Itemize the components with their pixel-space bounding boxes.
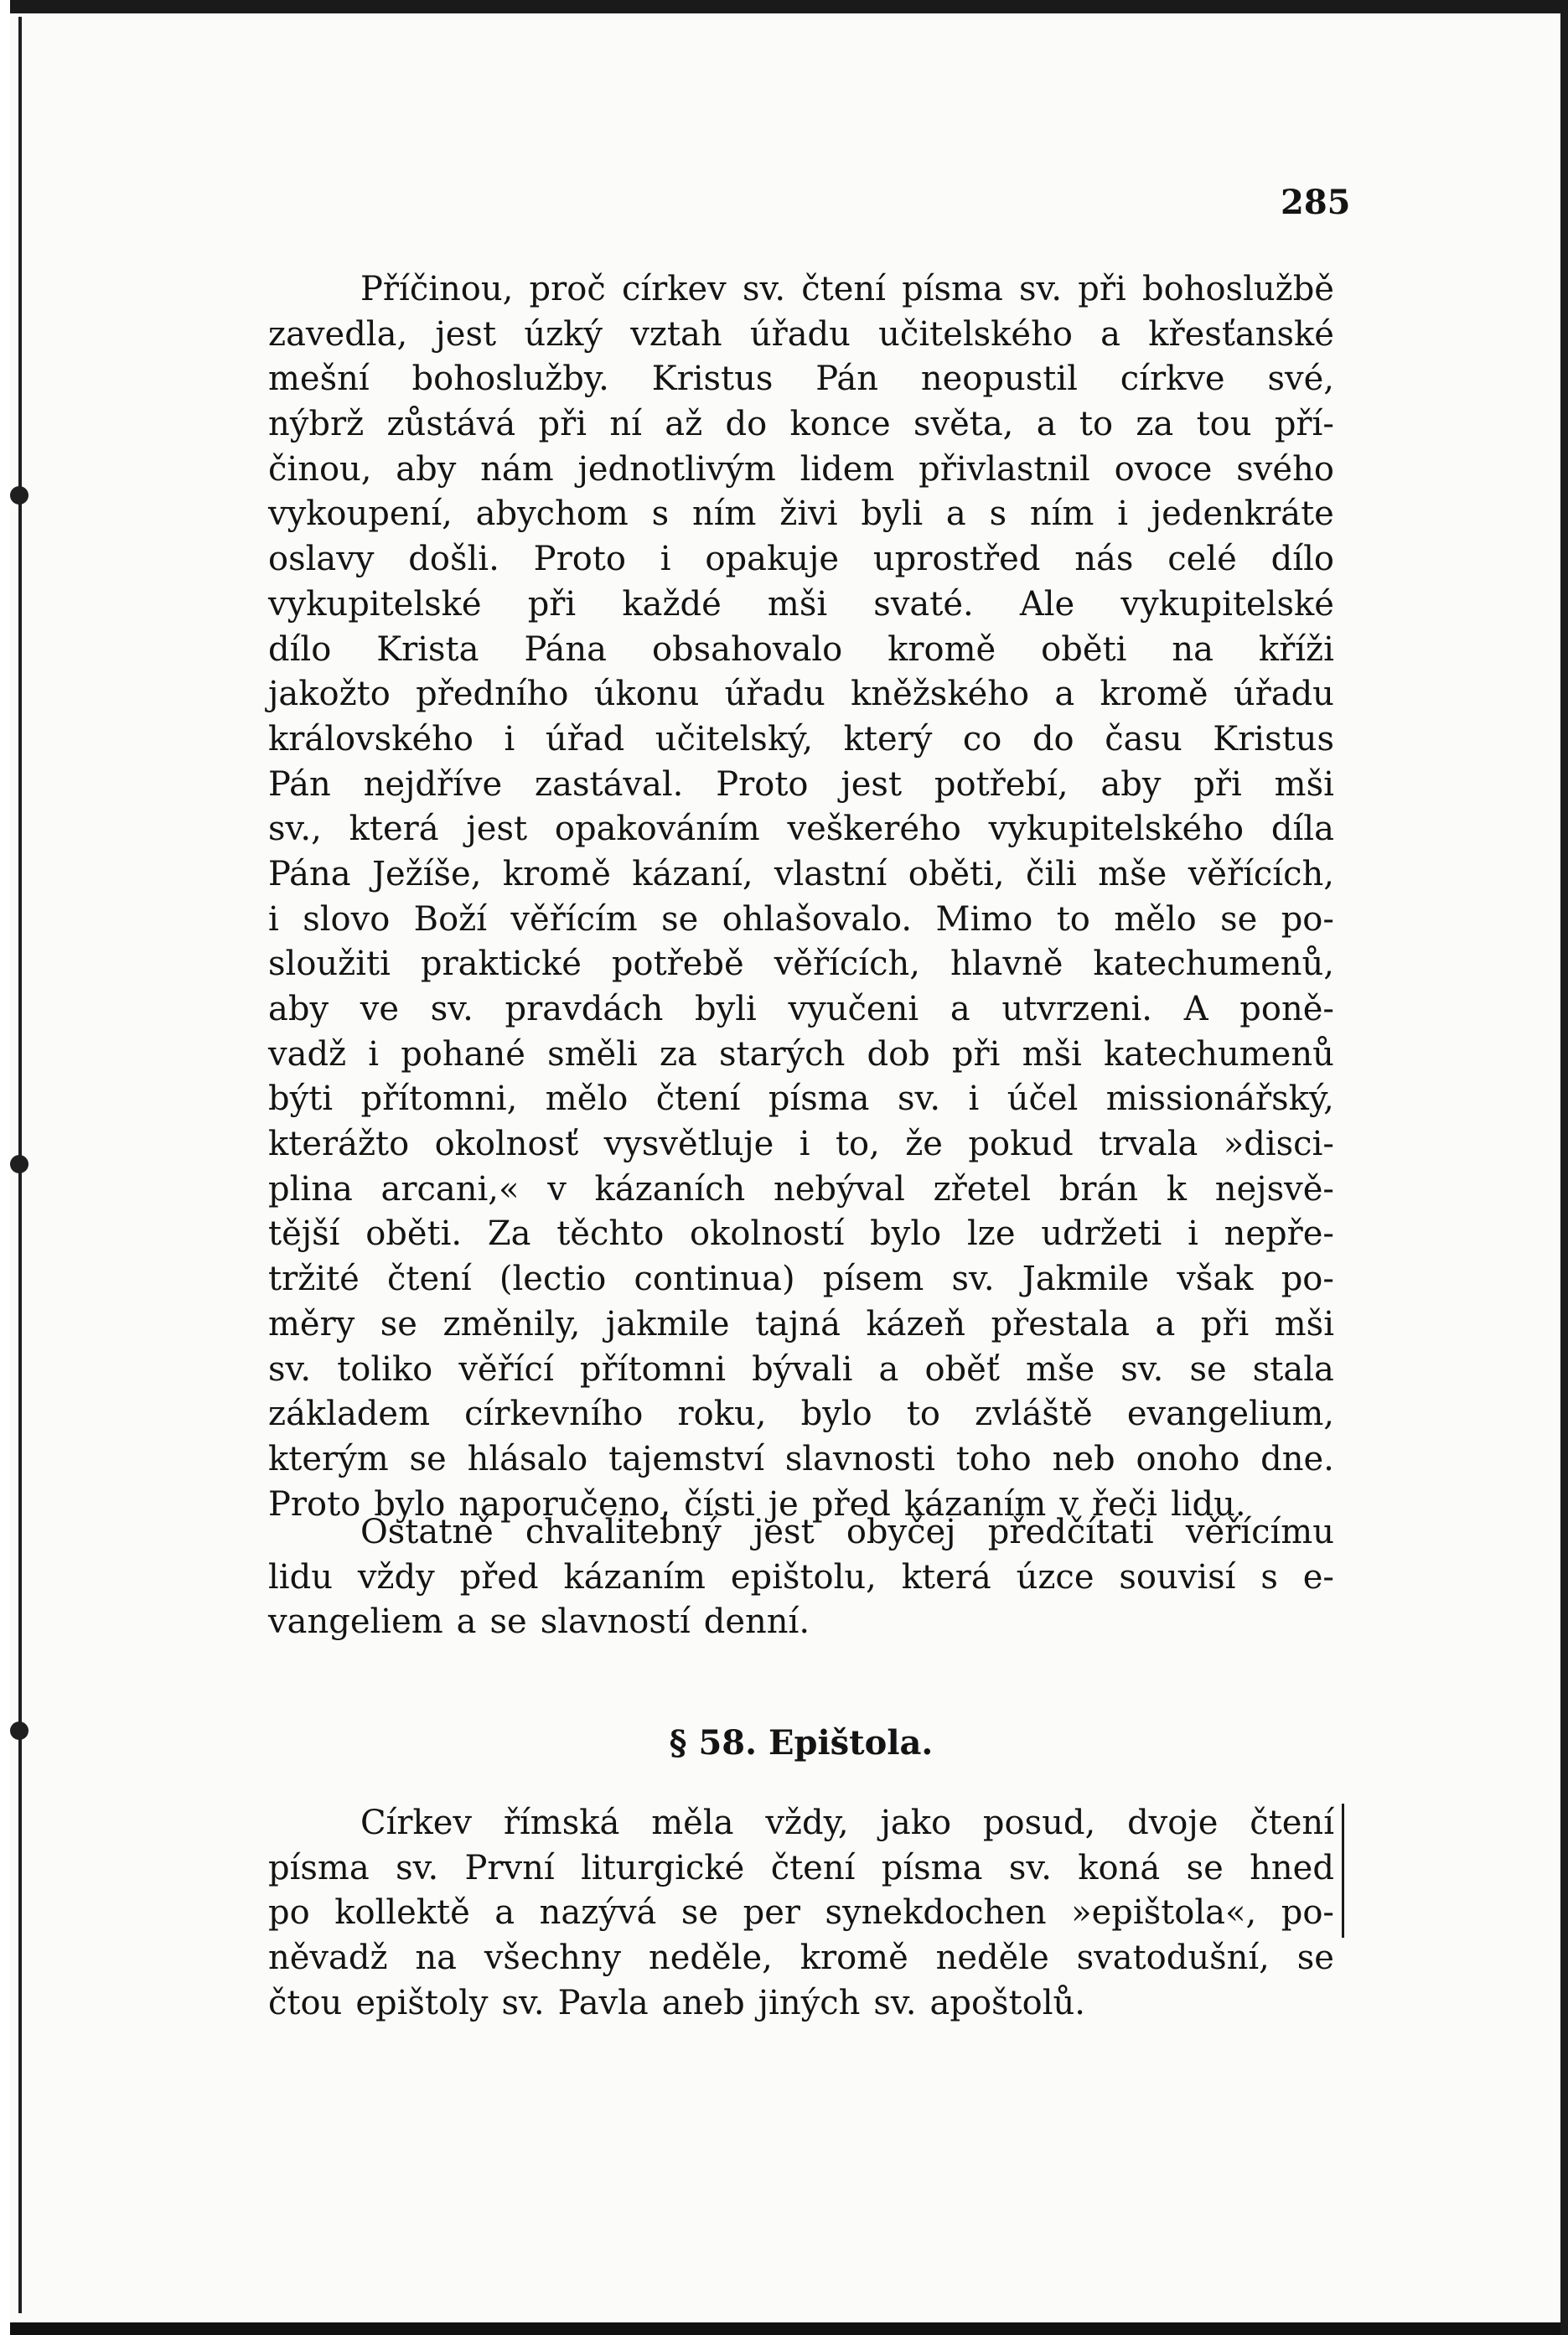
margin-bar [1342,1804,1344,1938]
text-line: lidu vždy před kázaním epištolu, která úzce souvisí s e- [268,1557,1334,1597]
text-line: tržité čtení (lectio continua) písem sv. Jakmile však po- [268,1260,1334,1299]
paragraph-3 [268,1801,1334,2026]
text-line: Příčinou, proč církev sv. čtení písma sv. při bohoslužbě [360,270,1334,308]
text-line: sloužiti praktické potřebě věřících, hlavně katechumenů, [268,945,1334,984]
text-line: Pán nejdříve zastával. Proto jest potřebí, aby při mši [268,764,1334,804]
text-line: mešní bohoslužby. Kristus Pán neopustil církve své, [268,360,1334,399]
text-line: i slovo Boží věřícím se ohlašovalo. Mimo to mělo se po- [268,899,1334,939]
text-line: královského i úřad učitelský, který co do času Kristus [268,719,1334,758]
text-line: vangeliem a se slavností denní. [268,1602,810,1642]
text-line: vadž i pohané směli za starých dob při mši katechumenů [268,1034,1334,1074]
text-line: sv. toliko věřící přítomni bývali a oběť mše sv. se stala [268,1349,1334,1389]
text-line: býti přítomni, mělo čtení písma sv. i účel missionářský, [268,1079,1334,1119]
text-line: dílo Krista Pána obsahovalo kromě oběti na kříži [268,629,1334,669]
text-line: vykoupení, abychom s ním živi byli a s ním i jedenkráte [268,494,1334,534]
text-line: po kollektě a nazývá se per synekdochen »epištola«, po- [268,1893,1334,1933]
text-line: zavedla, jest úzký vztah úřadu učitelského a křesťanské [268,314,1334,354]
text-line: písma sv. První liturgické čtení písma sv. koná se hned [268,1848,1334,1887]
text-line: měry se změnily, jakmile tajná kázeň přestala a při mši [268,1304,1334,1344]
text-line: Církev římská měla vždy, jako posud, dvoje čtení [360,1804,1334,1842]
scan-edge-right [1560,0,1568,2335]
scan-edge-left [0,0,10,2335]
text-line: kterážto okolnosť vysvětluje i to, že pokud trvala »disci- [268,1125,1334,1164]
text-line: Proto bylo naporučeno, čísti je před kázaním v řeči lidu. [268,1484,1246,1524]
text-line: Pána Ježíše, kromě kázaní, vlastní oběti, čili mše věřících, [268,854,1334,893]
scan-edge-top [0,0,1568,13]
binding-mark [10,486,28,505]
text-line: čtou epištoly sv. Pavla aneb jiných sv. apoštolů. [268,1983,1085,2022]
text-line: aby ve sv. pravdách byli vyučeni a utvrzeni. A poně- [268,990,1334,1028]
paragraph-1 [268,267,1334,1527]
section-heading: § 58. Epištola. [669,1723,934,1763]
text-line: Ostatně chvalitebný jest obyčej předčítati věřícímu [360,1513,1334,1551]
text-line: plina arcani,« v kázaních nebýval zřetel brán k nejsvě- [268,1169,1334,1209]
text-line: něvadž na všechny neděle, kromě neděle svatodušní, se [268,1939,1334,1978]
binding-mark [10,1155,28,1173]
text-line: činou, aby nám jednotlivým lidem přivlastnil ovoce svého [268,449,1334,489]
text-line: tější oběti. Za těchto okolností bylo lze udržeti i nepře- [268,1214,1334,1254]
paragraph-2 [268,1510,1334,1645]
binding-mark [10,1721,28,1740]
scan-edge-bottom [0,2322,1568,2335]
text-line: základem církevního roku, bylo to zvláště evangelium, [268,1395,1334,1434]
text-line: oslavy došli. Proto i opakuje uprostřed nás celé dílo [268,540,1334,579]
text-line: nýbrž zůstává při ní až do konce světa, a to za tou pří- [268,405,1334,444]
text-line: sv., která jest opakováním veškerého vykupitelského díla [268,810,1334,849]
text-line: kterým se hlásalo tajemství slavnosti toho neb onoho dne. [268,1439,1334,1478]
page-number: 285 [1281,183,1351,222]
text-line: vykupitelské při každé mši svaté. Ale vykupitelské [268,584,1334,624]
text-line: jakožto předního úkonu úřadu kněžského a kromě úřadu [268,675,1334,714]
